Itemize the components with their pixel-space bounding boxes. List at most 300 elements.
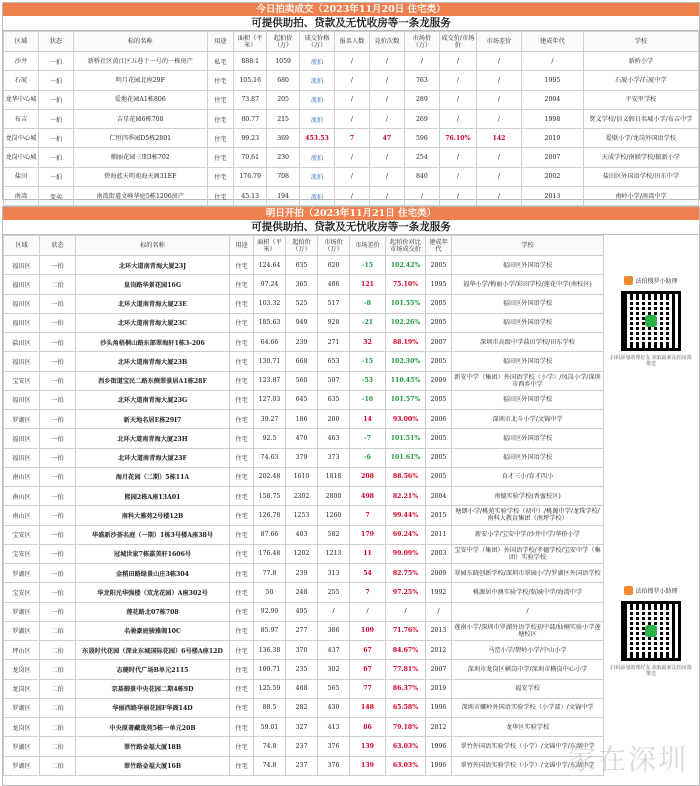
table-cell: 福田区外国语学校	[452, 448, 604, 467]
table-cell: 76.10%	[439, 129, 476, 148]
table-cell: 2004	[426, 487, 452, 506]
table-cell: 63.03%	[386, 756, 426, 775]
table-cell: 一拍	[38, 129, 73, 148]
tomorrow-subtitle: 可提供助拍、贷款及无忧收房等一条龙服务	[3, 220, 699, 235]
table-cell: 100.71	[254, 660, 286, 679]
table-cell: 269	[404, 109, 439, 128]
table-cell: 635	[318, 390, 350, 409]
table-cell: 708	[267, 167, 300, 186]
table-cell: -10	[350, 390, 386, 409]
table-cell: 949	[286, 313, 318, 332]
today-title: 今日拍卖成交（2023年11月20日 住宅类）	[3, 3, 699, 16]
assistant-logo-icon	[624, 276, 633, 285]
table-cell: /	[522, 52, 584, 71]
table-cell: 2015	[426, 506, 452, 525]
table-cell: 罗湖区	[4, 621, 40, 640]
table-cell: 668	[286, 352, 318, 371]
table-cell: 北环大道南青海大厦23B	[76, 352, 230, 371]
table-cell: 237	[286, 737, 318, 756]
table-cell: /	[369, 71, 404, 90]
table-cell: 74.8	[254, 737, 286, 756]
table-cell: 住宅	[207, 109, 234, 128]
table-cell: 7	[350, 583, 386, 602]
table-cell: 254	[404, 148, 439, 167]
table-cell: 101.61%	[386, 448, 426, 467]
table-cell: 熙园2栋A座13A01	[76, 487, 230, 506]
table-cell: 103.32	[254, 294, 286, 313]
table-cell: 2019	[522, 129, 584, 148]
table-cell: 沙头角梧桐山路东部翠海轩1栋3-206	[76, 333, 230, 352]
table-cell: 一拍	[38, 90, 73, 109]
table-row	[4, 564, 604, 583]
table-cell: 住宅	[207, 148, 234, 167]
table-cell: 99.44%	[386, 506, 426, 525]
table-cell: 深圳市高级中学盐田学校/田东学校	[452, 333, 604, 352]
table-cell: -7	[350, 429, 386, 448]
table-cell: 139	[350, 737, 386, 756]
table-cell: 龙岗中心城	[4, 129, 39, 148]
table-cell: 495	[286, 602, 318, 621]
table-cell: 302	[318, 660, 350, 679]
table-cell: 南山区	[4, 467, 40, 486]
table-cell: 139	[350, 756, 386, 775]
table-row	[4, 352, 604, 371]
table-cell: 142	[476, 129, 521, 148]
table-cell: /	[439, 90, 476, 109]
table-cell: 二拍	[40, 756, 76, 775]
table-cell: /	[404, 52, 439, 71]
column-header: 起拍价（万）	[267, 32, 300, 52]
table-cell: 2003	[426, 544, 452, 563]
table-cell: /	[369, 167, 404, 186]
table-cell: 华盛新沙荟名庭（一期）1栋3号楼A座38号	[76, 525, 230, 544]
table-cell: 爱地花园A1栋806	[73, 90, 207, 109]
table-cell: 一拍	[40, 602, 76, 621]
table-cell: 贤义学校/信义假日名城小学/布吉中学	[583, 109, 698, 128]
table-cell: /	[335, 148, 370, 167]
table-cell: 福田区	[4, 256, 40, 275]
table-cell: 住宅	[230, 660, 254, 679]
table-cell: 365	[286, 275, 318, 294]
table-cell: 99.23	[234, 129, 267, 148]
table-cell: 宝安区	[4, 371, 40, 390]
table-cell: 230	[267, 148, 300, 167]
table-cell: 福田区	[4, 313, 40, 332]
table-cell: 840	[404, 167, 439, 186]
table-cell: 277	[286, 621, 318, 640]
table-cell: 1202	[286, 544, 318, 563]
today-table	[3, 31, 699, 206]
table-cell: 住宅	[207, 167, 234, 186]
table-cell: 住宅	[230, 487, 254, 506]
table-row	[4, 448, 604, 467]
table-cell: 莲花路北07栋708	[76, 602, 230, 621]
table-cell: 宝安中学（集团）外国语学校/孝德学校/宝安中学（集团）实验学校	[452, 544, 604, 563]
table-cell: 南德实验学校(香蜜校区)	[452, 487, 604, 506]
table-cell: 2009	[426, 564, 452, 583]
wechat-icon	[645, 315, 657, 327]
table-cell: 龙岗区	[4, 660, 40, 679]
table-cell: 翠竹路金福大厦18B	[76, 737, 230, 756]
table-row	[4, 737, 604, 756]
table-cell: 102.42%	[386, 256, 426, 275]
table-cell: 住宅	[230, 429, 254, 448]
table-cell: 82.75%	[386, 564, 426, 583]
table-cell: 1610	[286, 467, 318, 486]
table-cell: 369	[267, 129, 300, 148]
table-cell: 住宅	[230, 679, 254, 698]
table-cell: 2013	[522, 187, 584, 206]
table-cell: 新安中学（集团）外国语学校（小学）/凤岗小学/深圳市西乡中学	[452, 371, 604, 390]
table-cell: 64.66	[254, 333, 286, 352]
table-cell: 645	[286, 390, 318, 409]
table-cell: 南山区	[4, 506, 40, 525]
table-cell: 二拍	[40, 737, 76, 756]
table-cell: 福田区	[4, 429, 40, 448]
table-cell: 1818	[318, 467, 350, 486]
table-cell: 塘朗小学/桃苑实验学校（初中）/桃源中学/龙珠学校/南科大教育集团（南坪学校）	[452, 506, 604, 525]
table-cell: 流拍	[300, 109, 335, 128]
table-cell: 1995	[522, 71, 584, 90]
table-cell: 一拍	[38, 109, 73, 128]
table-cell: 南科大雅苑2号楼12B	[76, 506, 230, 525]
table-cell: 住宅	[230, 737, 254, 756]
table-cell: 101.55%	[386, 294, 426, 313]
table-cell: -53	[350, 371, 386, 390]
column-header: 报名人数	[335, 32, 370, 52]
table-cell: 54	[350, 564, 386, 583]
table-cell: 126.78	[254, 506, 286, 525]
table-cell: /	[439, 148, 476, 167]
table-cell: 翠园东晓创新学校/深圳市翠园小学/罗湖区外国语学校	[452, 564, 604, 583]
table-cell: 宝安区	[4, 525, 40, 544]
table-cell: 住宅	[230, 448, 254, 467]
table-cell: 2005	[426, 448, 452, 467]
table-cell: 1253	[286, 506, 318, 525]
table-row	[4, 52, 699, 71]
column-header: 状态	[38, 32, 73, 52]
table-cell: 福田区外国语学校	[452, 256, 604, 275]
table-cell: 289	[404, 90, 439, 109]
table-row	[4, 621, 604, 640]
table-cell: 住宅	[230, 410, 254, 429]
table-cell: 罗湖区	[4, 756, 40, 775]
table-cell: 北环大道南青海大厦23J	[76, 256, 230, 275]
table-row	[4, 487, 604, 506]
table-cell: 一拍	[38, 148, 73, 167]
column-header: 学校	[583, 32, 698, 52]
table-cell: 560	[286, 371, 318, 390]
table-cell: 1213	[318, 544, 350, 563]
table-cell: 928	[318, 313, 350, 332]
table-cell: 1260	[318, 506, 350, 525]
table-cell: 住宅	[230, 718, 254, 737]
table-row	[4, 313, 604, 332]
table-cell: 一拍	[40, 583, 76, 602]
table-cell: 635	[286, 256, 318, 275]
table-cell: 一拍	[40, 429, 76, 448]
table-row	[4, 525, 604, 544]
table-cell: 123.87	[254, 371, 286, 390]
table-cell: 498	[350, 487, 386, 506]
table-cell: 376	[318, 737, 350, 756]
column-header: 成交价格（万）	[300, 32, 335, 52]
table-cell: 7	[350, 506, 386, 525]
table-cell: 福田区外国语学校	[452, 294, 604, 313]
table-cell: /	[369, 187, 404, 206]
table-cell: 121	[350, 275, 386, 294]
table-cell: 92.5	[254, 429, 286, 448]
table-cell: 2005	[426, 467, 452, 486]
table-cell: /	[439, 167, 476, 186]
table-cell: 2005	[426, 390, 452, 409]
table-cell: 386	[318, 621, 350, 640]
table-cell: 99.09%	[386, 544, 426, 563]
qr-code-icon[interactable]	[621, 601, 681, 661]
table-cell: 罗湖区	[4, 602, 40, 621]
table-cell: /	[476, 167, 521, 186]
table-cell: 97.24	[254, 275, 286, 294]
table-cell: /	[369, 148, 404, 167]
table-row	[4, 371, 604, 390]
table-cell: 流拍	[300, 167, 335, 186]
table-row	[4, 129, 699, 148]
table-row	[4, 602, 604, 621]
table-cell: 248	[286, 583, 318, 602]
table-row	[4, 148, 699, 167]
table-cell: 明月花园北座29F	[73, 71, 207, 90]
table-cell: 一拍	[40, 506, 76, 525]
table-cell: 新安小学/宝安中学/沙井中学/华侨小学	[452, 525, 604, 544]
table-cell: 101.51%	[386, 429, 426, 448]
qr-ad-bottom	[610, 580, 692, 698]
table-cell: 136.38	[254, 641, 286, 660]
table-cell: 413	[318, 718, 350, 737]
table-cell: 1996	[426, 698, 452, 717]
table-cell: 京基御景中央花园二期4栋9D	[76, 679, 230, 698]
table-cell: -15	[350, 256, 386, 275]
table-cell: 507	[318, 371, 350, 390]
table-cell: 流拍	[300, 90, 335, 109]
ad-name: 法拍搜罗小助理	[635, 278, 678, 285]
table-cell: 一拍	[40, 390, 76, 409]
table-cell: 2005	[426, 352, 452, 371]
table-cell: 福田区	[4, 352, 40, 371]
column-header: 建成年代	[426, 236, 452, 256]
table-cell: 2009	[426, 371, 452, 390]
table-cell: 124.64	[254, 256, 286, 275]
table-cell: 二拍	[40, 641, 76, 660]
table-cell: 82.21%	[386, 487, 426, 506]
table-cell: 马峦小学/碧岭小学/中山小学	[452, 641, 604, 660]
table-cell: 中央原著藏珑苑5栋一单元20B	[76, 718, 230, 737]
table-cell: 名骏豪庭骏雅阁10C	[76, 621, 230, 640]
table-cell: 福田区外国语学校	[452, 352, 604, 371]
table-cell: /	[350, 602, 386, 621]
table-cell: 吉星花园6栋708	[73, 109, 207, 128]
table-cell: 71.76%	[386, 621, 426, 640]
table-cell: 97.25%	[386, 583, 426, 602]
table-cell: 海月花园（二期）5栋11A	[76, 467, 230, 486]
table-cell: 2007	[426, 660, 452, 679]
table-cell: /	[369, 90, 404, 109]
table-cell: 罗湖区	[4, 564, 40, 583]
table-cell: 101.57%	[386, 390, 426, 409]
table-cell: 一拍	[40, 256, 76, 275]
table-row	[4, 90, 699, 109]
table-row	[4, 641, 604, 660]
table-cell: 235	[286, 660, 318, 679]
table-cell: /	[369, 109, 404, 128]
table-cell: 变卖	[38, 187, 73, 206]
table-cell: 宝安区	[4, 583, 40, 602]
table-cell: 福田区	[4, 390, 40, 409]
table-cell: 北环大道南青海大厦23F	[76, 448, 230, 467]
table-cell: 2007	[522, 148, 584, 167]
table-cell: 爱联小学/龙岗外国语学校	[583, 129, 698, 148]
column-header: 市场差价	[350, 236, 386, 256]
table-cell: 45.13	[234, 187, 267, 206]
column-header: 区域	[4, 236, 40, 256]
table-cell: 130.71	[254, 352, 286, 371]
table-cell: 住宅	[230, 352, 254, 371]
table-row	[4, 506, 604, 525]
tomorrow-title: 明日开拍（2023年11月21日 住宅类）	[3, 207, 699, 220]
table-cell: 2007	[426, 333, 452, 352]
table-cell: 239	[286, 564, 318, 583]
table-row	[4, 718, 604, 737]
table-cell: 77	[350, 679, 386, 698]
table-cell: 373	[318, 448, 350, 467]
table-cell: 763	[404, 71, 439, 90]
table-cell: 宝安区	[4, 544, 40, 563]
column-header: 面积（平米）	[234, 32, 267, 52]
table-cell: 南湾	[4, 187, 39, 206]
table-cell: 住宅	[230, 313, 254, 332]
table-cell: 住宅	[230, 371, 254, 390]
table-cell: 620	[318, 256, 350, 275]
table-cell: 二拍	[40, 679, 76, 698]
table-cell: 住宅	[230, 621, 254, 640]
table-cell: /	[335, 52, 370, 71]
table-cell: 住宅	[207, 187, 234, 206]
table-cell: 158.75	[254, 487, 286, 506]
table-cell: 313	[318, 564, 350, 583]
table-cell: 翠竹外国语实验学校（小学）/文锦中学/东湖中学	[452, 737, 604, 756]
table-cell: 85.97	[254, 621, 286, 640]
table-cell: 福田区	[4, 294, 40, 313]
table-cell: 463	[318, 429, 350, 448]
table-cell: -15	[350, 352, 386, 371]
table-cell: 271	[318, 333, 350, 352]
wechat-icon	[645, 625, 657, 637]
column-header: 标的名称	[73, 32, 207, 52]
table-cell: 200	[318, 410, 350, 429]
table-row	[4, 275, 604, 294]
table-cell: 榴丽花园三期3栋702	[73, 148, 207, 167]
table-cell: /	[476, 71, 521, 90]
today-header-row	[4, 32, 699, 52]
table-cell: 80.77	[234, 109, 267, 128]
column-header: 起拍价（万）	[286, 236, 318, 256]
table-cell: 南岭小学/南湾中学	[583, 187, 698, 206]
table-cell: 185.63	[254, 313, 286, 332]
table-cell: 二拍	[40, 275, 76, 294]
table-cell: 一拍	[40, 313, 76, 332]
table-cell: 59.01	[254, 718, 286, 737]
table-cell: 一拍	[40, 487, 76, 506]
table-cell: 50	[254, 583, 286, 602]
table-cell: 住宅	[230, 294, 254, 313]
table-cell: 福田区外国语学校	[452, 313, 604, 332]
column-header: 面积（平米）	[254, 236, 286, 256]
table-cell: 255	[318, 583, 350, 602]
table-cell: 盐田	[4, 167, 39, 186]
table-cell: 176.48	[254, 544, 286, 563]
table-cell: 龙华区实验学校	[452, 718, 604, 737]
table-cell: 2005	[426, 294, 452, 313]
table-cell: 福田区	[4, 275, 40, 294]
table-cell: 2800	[318, 487, 350, 506]
column-header: 市场价（万）	[404, 32, 439, 52]
table-cell: 华龙阳光华强楼（双龙花园）A座302号	[76, 583, 230, 602]
table-cell: 罗湖区	[4, 410, 40, 429]
table-cell: 一拍	[40, 371, 76, 390]
table-cell: 私宅	[207, 52, 234, 71]
table-cell: 住宅	[230, 544, 254, 563]
table-cell: 龙岗区	[4, 679, 40, 698]
table-cell: /	[439, 187, 476, 206]
table-cell: 179	[350, 525, 386, 544]
table-cell: 102.30%	[386, 352, 426, 371]
table-cell: 住宅	[230, 467, 254, 486]
table-cell: /	[404, 187, 439, 206]
qr-code-icon[interactable]	[621, 291, 681, 351]
table-cell: /	[369, 52, 404, 71]
table-cell: 桃源居中澳实验学校/航城中学/海湾中学	[452, 583, 604, 602]
table-cell: 深圳市螺岭外国语实验学校（小学部）/文锦中学	[452, 698, 604, 717]
table-cell: 88.56%	[386, 467, 426, 486]
table-cell: 龙华中心城	[4, 90, 39, 109]
table-cell: 379	[286, 448, 318, 467]
table-cell: 109	[350, 621, 386, 640]
table-cell: 84.67%	[386, 641, 426, 660]
table-cell: 流拍	[300, 71, 335, 90]
table-cell: 88.5	[254, 698, 286, 717]
tomorrow-table	[3, 235, 604, 776]
table-cell: /	[335, 109, 370, 128]
table-cell: 一拍	[38, 167, 73, 186]
table-row	[4, 187, 699, 206]
table-cell: 翠竹外国语实验学校（小学）/文锦中学/东湖中学	[452, 756, 604, 775]
table-cell: 碧海蓝天明苑海天阁31EF	[73, 167, 207, 186]
table-cell: 一拍	[40, 544, 76, 563]
table-cell: 石厦小学/石厦中学	[583, 71, 698, 90]
table-row	[4, 410, 604, 429]
table-cell: 525	[286, 294, 318, 313]
table-cell: 14	[350, 410, 386, 429]
table-cell: 一拍	[40, 410, 76, 429]
table-cell: 翠竹路金福大厦16B	[76, 756, 230, 775]
table-cell: 2011	[426, 525, 452, 544]
table-cell: /	[476, 90, 521, 109]
table-cell: 680	[267, 71, 300, 90]
table-row	[4, 756, 604, 775]
table-cell: 75.10%	[386, 275, 426, 294]
table-cell: 深圳市北斗小学/文锦中学	[452, 410, 604, 429]
table-cell: 86.37%	[386, 679, 426, 698]
table-cell: 7	[335, 129, 370, 148]
